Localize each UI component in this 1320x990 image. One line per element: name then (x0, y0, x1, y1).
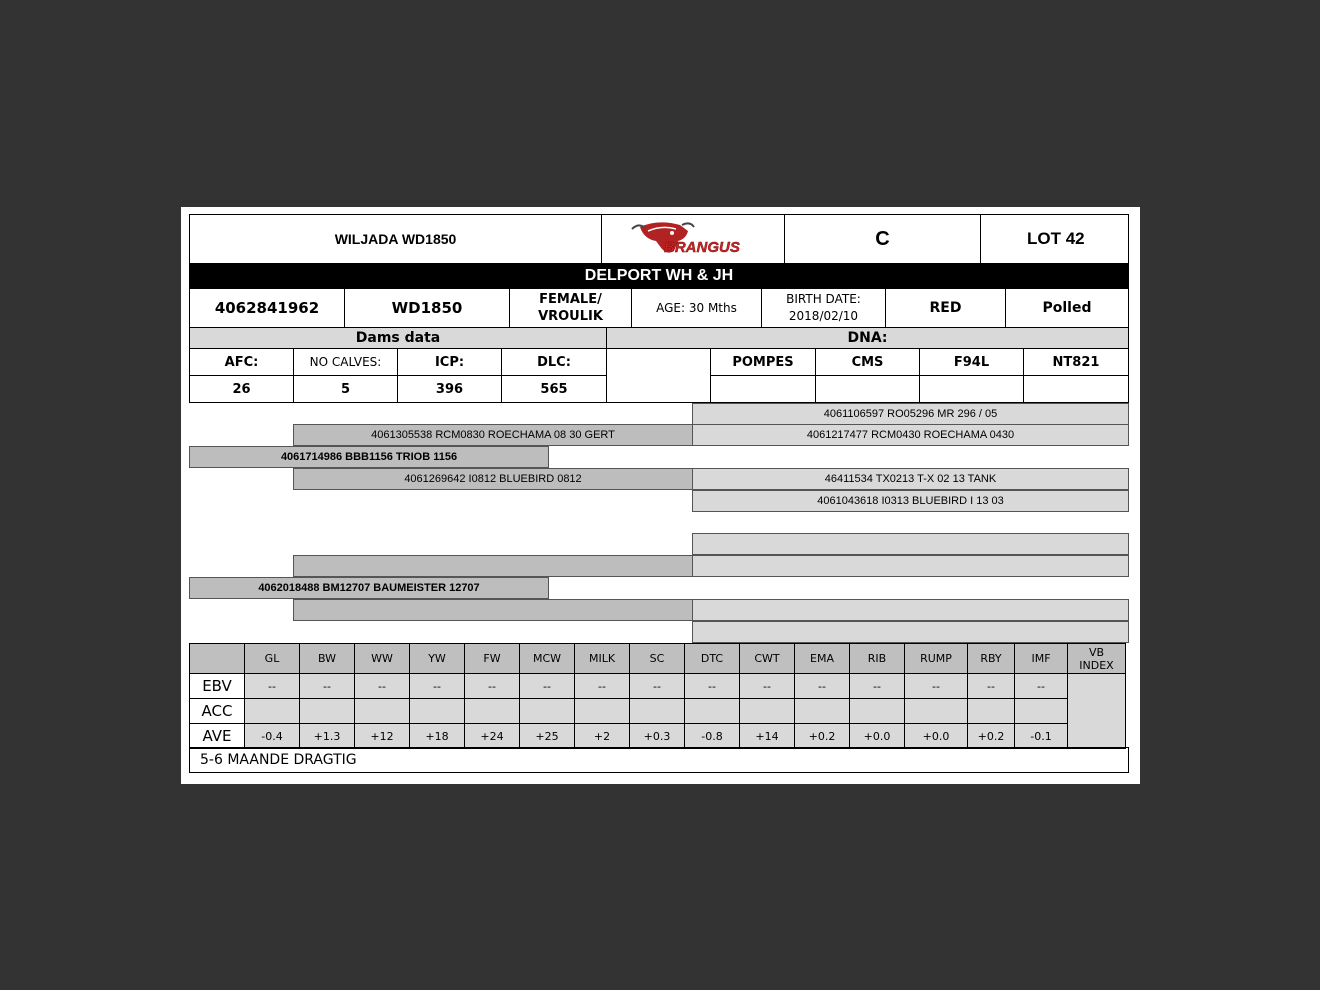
dlc-label: DLC: (537, 354, 571, 370)
acc-value (245, 699, 300, 724)
acc-row (190, 699, 1126, 724)
row-label-ave: AVE (190, 724, 245, 749)
remarks-text: 5-6 MAANDE DRAGTIG (200, 752, 357, 768)
col-rby: RBY (968, 644, 1015, 674)
acc-value (520, 699, 575, 724)
logo-text: BRANGUS (664, 239, 740, 256)
acc-value (968, 699, 1015, 724)
col-imf: IMF (1015, 644, 1068, 674)
col-vb-index (1068, 644, 1126, 674)
ebv-value: -- (410, 674, 465, 699)
acc-value (905, 699, 968, 724)
dlc-value-text: 565 (540, 381, 568, 397)
dams-data-title (189, 327, 607, 349)
acc-value (795, 699, 850, 724)
no-calves-header (293, 348, 398, 376)
row-label-ebv: EBV (190, 674, 245, 699)
nt821-label: NT821 (1052, 354, 1100, 370)
sex-line1: FEMALE/ (539, 292, 602, 307)
ebv-value: -- (300, 674, 355, 699)
ave-value: -0.4 (245, 724, 300, 749)
ebv-table (189, 643, 1126, 749)
dna-spacer (606, 348, 711, 403)
colour (885, 288, 1006, 328)
afc-value (189, 375, 294, 403)
horn-status-text: Polled (1042, 300, 1092, 316)
ave-value: +14 (740, 724, 795, 749)
f94l-header (919, 348, 1024, 376)
ave-value: +25 (520, 724, 575, 749)
col-ww: WW (355, 644, 410, 674)
birth-date-text: 2018/02/10 (788, 309, 859, 323)
sire-dam-text: 4061269642 I0812 BLUEBIRD 0812 (404, 473, 582, 485)
brangus-logo (601, 214, 785, 264)
pompes-header (710, 348, 816, 376)
birth-date (761, 288, 886, 328)
pedigree-sdam-dam (692, 490, 1129, 512)
ave-value: +0.2 (795, 724, 850, 749)
pedigree-dam-dam (293, 599, 693, 621)
ebv-value: -- (850, 674, 905, 699)
dam-text: 4062018488 BM12707 BAUMEISTER 12707 (258, 582, 480, 594)
pompes-label: POMPES (732, 354, 794, 370)
pedigree-sire (189, 446, 549, 468)
no-calves-value-text: 5 (340, 381, 351, 397)
animal-id-text: WD1850 (391, 299, 463, 317)
acc-value (410, 699, 465, 724)
age (631, 288, 762, 328)
dna-title (606, 327, 1129, 349)
pedigree-dam-sire (293, 555, 693, 577)
sale-card (181, 207, 1140, 784)
col-yw: YW (410, 644, 465, 674)
no-calves-value (293, 375, 398, 403)
dams-title-text: Dams data (355, 330, 441, 346)
grade-text: C (875, 227, 890, 250)
icp-header (397, 348, 502, 376)
ave-value: -0.1 (1015, 724, 1068, 749)
pedigree-ssire-dam (692, 424, 1129, 446)
lot-number (980, 214, 1129, 264)
acc-value (630, 699, 685, 724)
afc-header (189, 348, 294, 376)
ebv-value: -- (520, 674, 575, 699)
acc-value (300, 699, 355, 724)
cms-value (815, 375, 920, 403)
ave-value: +18 (410, 724, 465, 749)
ebv-header-row (190, 644, 1126, 674)
acc-value (575, 699, 630, 724)
animal-name-text: WILJADA WD1850 (334, 231, 457, 247)
col-milk: MILK (575, 644, 630, 674)
ebv-value: -- (685, 674, 740, 699)
colour-text: RED (929, 300, 962, 316)
col-ema: EMA (795, 644, 850, 674)
birth-label: BIRTH DATE: (786, 292, 861, 306)
col-rump: RUMP (905, 644, 968, 674)
ssire-sire-text: 4061106597 RO05296 MR 296 / 05 (823, 408, 998, 420)
lot-text: LOT 42 (1027, 229, 1085, 248)
ave-value: +24 (465, 724, 520, 749)
animal-name (189, 214, 602, 264)
owner-bar (189, 264, 1129, 288)
registration-number-text: 4062841962 (214, 299, 320, 317)
ebv-value: -- (1015, 674, 1068, 699)
col-gl: GL (245, 644, 300, 674)
ssire-dam-text: 4061217477 RCM0430 ROECHAMA 0430 (806, 429, 1015, 441)
registration-number (189, 288, 345, 328)
ebv-value: -- (575, 674, 630, 699)
ave-row (190, 724, 1126, 749)
ave-value: +0.0 (850, 724, 905, 749)
pedigree-dsire-sire (692, 533, 1129, 555)
dlc-value (501, 375, 607, 403)
ebv-value: -- (630, 674, 685, 699)
ebv-value: -- (740, 674, 795, 699)
ebv-row (190, 674, 1126, 699)
col-mcw: MCW (520, 644, 575, 674)
dna-title-text: DNA: (847, 330, 888, 346)
nt821-header (1023, 348, 1129, 376)
ebv-value: -- (905, 674, 968, 699)
sex-line2: VROULIK (538, 309, 603, 324)
grade (784, 214, 981, 264)
pedigree-ddam-dam (692, 621, 1129, 643)
acc-value (465, 699, 520, 724)
f94l-value (919, 375, 1024, 403)
acc-value (685, 699, 740, 724)
ave-value: -0.8 (685, 724, 740, 749)
ebv-corner (190, 644, 245, 674)
ave-value: +0.3 (630, 724, 685, 749)
acc-value (850, 699, 905, 724)
vb-label-line1: VB (1088, 645, 1105, 659)
col-cwt: CWT (740, 644, 795, 674)
pompes-value (710, 375, 816, 403)
f94l-label: F94L (953, 354, 990, 370)
horn-status (1005, 288, 1129, 328)
ave-value: +0.2 (968, 724, 1015, 749)
pedigree-dam (189, 577, 549, 599)
acc-value (740, 699, 795, 724)
age-text: AGE: 30 Mths (656, 301, 737, 315)
sire-sire-text: 4061305538 RCM0830 ROECHAMA 08 30 GERT (371, 429, 615, 441)
pedigree-sire-sire (293, 424, 693, 446)
pedigree-ddam-sire (692, 599, 1129, 621)
icp-value (397, 375, 502, 403)
owner-text: DELPORT WH & JH (584, 267, 734, 284)
afc-label: AFC: (224, 354, 259, 370)
ebv-value: -- (245, 674, 300, 699)
col-fw: FW (465, 644, 520, 674)
sdam-dam-text: 4061043618 I0313 BLUEBIRD I 13 03 (817, 495, 1004, 507)
sdam-sire-text: 46411534 TX0213 T-X 02 13 TANK (824, 473, 997, 485)
ebv-value: -- (795, 674, 850, 699)
row-label-acc: ACC (190, 699, 245, 724)
vb-index-value (1068, 674, 1126, 749)
ebv-value: -- (465, 674, 520, 699)
nt821-value (1023, 375, 1129, 403)
afc-value-text: 26 (232, 381, 251, 397)
ave-value: +0.0 (905, 724, 968, 749)
remarks (189, 747, 1129, 773)
col-dtc: DTC (685, 644, 740, 674)
animal-id (344, 288, 510, 328)
cms-header (815, 348, 920, 376)
ave-value: +2 (575, 724, 630, 749)
ebv-value: -- (968, 674, 1015, 699)
no-calves-label: NO CALVES: (309, 355, 382, 369)
pedigree-sdam-sire (692, 468, 1129, 490)
ave-value: +1.3 (300, 724, 355, 749)
ave-value: +12 (355, 724, 410, 749)
cms-label: CMS (851, 354, 884, 370)
col-sc: SC (630, 644, 685, 674)
pedigree-sire-dam (293, 468, 693, 490)
dlc-header (501, 348, 607, 376)
acc-value (355, 699, 410, 724)
ebv-value: -- (355, 674, 410, 699)
pedigree-dsire-dam (692, 555, 1129, 577)
col-rib: RIB (850, 644, 905, 674)
vb-label-line2: INDEX (1079, 658, 1114, 672)
sire-text: 4061714986 BBB1156 TRIOB 1156 (280, 451, 458, 463)
pedigree-ssire-sire (692, 403, 1129, 425)
acc-value (1015, 699, 1068, 724)
col-bw: BW (300, 644, 355, 674)
icp-value-text: 396 (435, 381, 464, 397)
sex (509, 288, 632, 328)
icp-label: ICP: (434, 354, 465, 370)
bull-head-icon (628, 219, 758, 259)
